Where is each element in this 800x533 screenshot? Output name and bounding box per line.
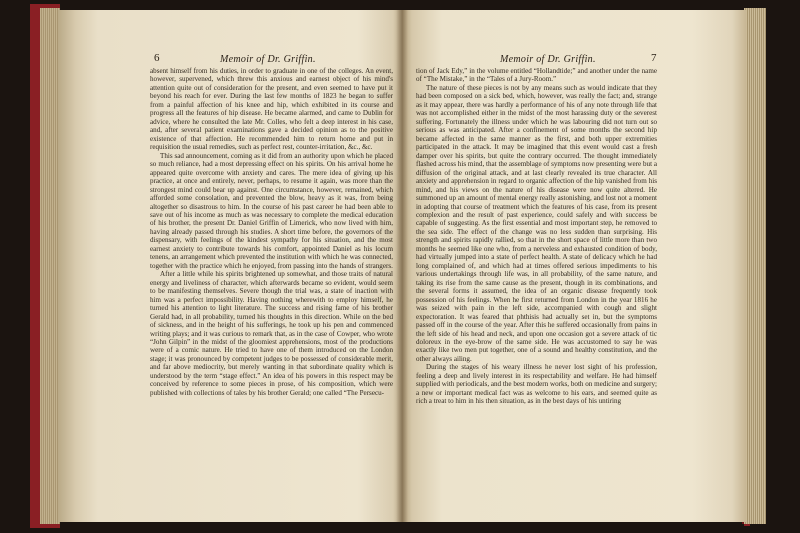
left-page — [58, 10, 402, 522]
right-page-body — [416, 67, 657, 406]
paragraph: This sad announcement, coming as it did from an authority upon which he placed so much reliance, had a most depressing effect on his spirits. On his arrival home he appeared quite overcome with anxiety and cares. The mere idea of giving up his practice, at once and entirely, never, perhaps, to resume it again, was more than the strongest mind could bear up against. One circumstance, however, remained, which afforded some consolation, and prevented the blow, heavy as it was, from being altogether so disastrous to him. In the course of his past career he had been able to save out of his income as much as was necessary to complete the medical education of his brother, the present Dr. Daniel Griffin of Limerick, who now lived with him, having already passed through his studies. A short time before, the governors of the dispensary, with feelings of the kindest sympathy for his situation, and the most earnest anxiety to contribute towards his comfort, appointed Daniel as his locum tenens, an arrangement which prevented the institution with which he was connected, together with the practice which he enjoyed, from passing into the hands of strangers. — [150, 151, 393, 270]
running-head: Memoir of Dr. Griffin. — [500, 54, 596, 65]
book-gutter — [396, 10, 408, 522]
right-page — [402, 10, 746, 522]
paragraph: During the stages of his weary illness he never lost sight of his profession, feeling a deep and lively interest in its respectability and welfare. He had himself supplied with periodicals, and the best modern works, both on medicine and surgery; a new or important medical fact was as welcome to his ears, and seemed quite as rich a treat to him in his then situation, as in the best days of his untiring — [416, 363, 658, 406]
left-page-body — [150, 67, 393, 397]
running-head: Memoir of Dr. Griffin. — [220, 54, 316, 65]
paragraph: After a little while his spirits brightened up somewhat, and those traits of natural energy and liveliness of character, which afterwards became so evident, would seem to be manifesting themselves. Severe though the trial was, a state of inaction with him was a perfect impossibility. Having nothing wherewith to employ himself, he turned his attention to light literature. The success and rising fame of his brother Gerald had, in all probability, turned his thoughts in this direction. While on the bed of sickness, and in the height of his sufferings, he took up his pen and commenced writing plays; and it was curious to remark that, as in the case of Cowper, who wrote “John Gilpin” in the midst of the gloomiest apprehensions, most of the productions were of a comic nature. He tried to have one of them introduced on the London stage; it was pronounced by competent judges to be possessed of considerable merit, and far above mediocrity, but merely wanting in that subordinate quality which is understood by the term “stage effect.” An idea of his powers in this respect may be conceived by reference to some pieces in prose, of his composition, which were published with collections of tales by his brother Gerald; one called “The Persecu- — [150, 270, 393, 397]
paragraph: The nature of these pieces is not by any means such as would indicate that they had been composed on a sick bed, which, however, was really the fact; and, strange as it may appear, there was hardly a performance of his of any note through life that was not accomplished either in the midst of the most harassing duty or the severest suffering. Fortunately the illness under which he was labouring did not turn out so serious as was anticipated. After a confinement of some months the second hip became affected in the same manner as the first, and both upper extremities participated in the attack. It may be imagined that this event would cast a fresh damper over his spirits, but quite the contrary occurred. The thought immediately flashed across his mind, that the assemblage of symptoms now presenting were but a diffusion of the original attack, and at last clearly revealed its true character. All anxiety and apprehension in regard to organic affection of the hip vanished from his mind, and his views on the nature of his disease were now quite altered. He summoned up an amount of mental energy really astonishing, and lost not a moment in adopting that course of treatment which the features of his case, from its present complexion and the result of past experience, could safely and with success be capable of suggesting. As the first essential and most important step, he removed to the sea side. The effect of the change was no less sudden than surprising. His strength and spirits rapidly rallied, so that in the short space of little more than two months he seemed like one who, from a nerveless and exhausted condition of body, had virtually jumped into a state of perfect health. A state of delicacy which he had long complained of, and which had at times offered serious impediments to his various undertakings through life was, in all probability, of the same nature, and taking its rise from the same cause as the present, though in its combinations, and the several forms it assumed, the idea of an organic disease frequently took possession of his feelings. When he first returned from London in the year 1816 he was seized with pain in the left side, accompanied with cough and slight expectoration. It was feared that phthisis had actually set in, but the symptoms passed off in the course of the year. After this he suffered occasionally from pains in the left side of his head and neck, and upon one occasion got a severe attack of tic doloreux in the eye-brow of the same side. He was accustomed to say he was exactly like two men put together, one of a sound and healthy constitution, and the other always ailing. — [416, 83, 657, 363]
page-number: 7 — [651, 52, 657, 64]
paragraph: tion of Jack Edy,” in the volume entitled “Hollandtide;” and another under the name of “The Mistake,” in the “Tales of a Jury-Room.” — [416, 67, 657, 84]
left-page-edges — [40, 8, 60, 524]
right-page-edges — [744, 8, 766, 524]
paragraph: absent himself from his duties, in order to graduate in one of the colleges. An event, however, supervened, which threw this anxious and earnest object of his mind's attention quite out of consideration for the present, and even seemed to have put it beyond his reach for ever. During the last few months of 1823 he began to suffer from a painful affection of his knee and hip, which exhibited in its course and progress all the features of hip disease. He became alarmed, and came to Dublin for advice, where he consulted the late Mr. Colles, who felt a deep interest in his case, and, after several patient examinations gave a decided opinion as to the positive existence of that affection. He recommended him to return home and put in requisition the usual remedies, such as perfect rest, counter-irritation, &c., &c. — [150, 67, 393, 152]
page-number: 6 — [154, 52, 160, 64]
